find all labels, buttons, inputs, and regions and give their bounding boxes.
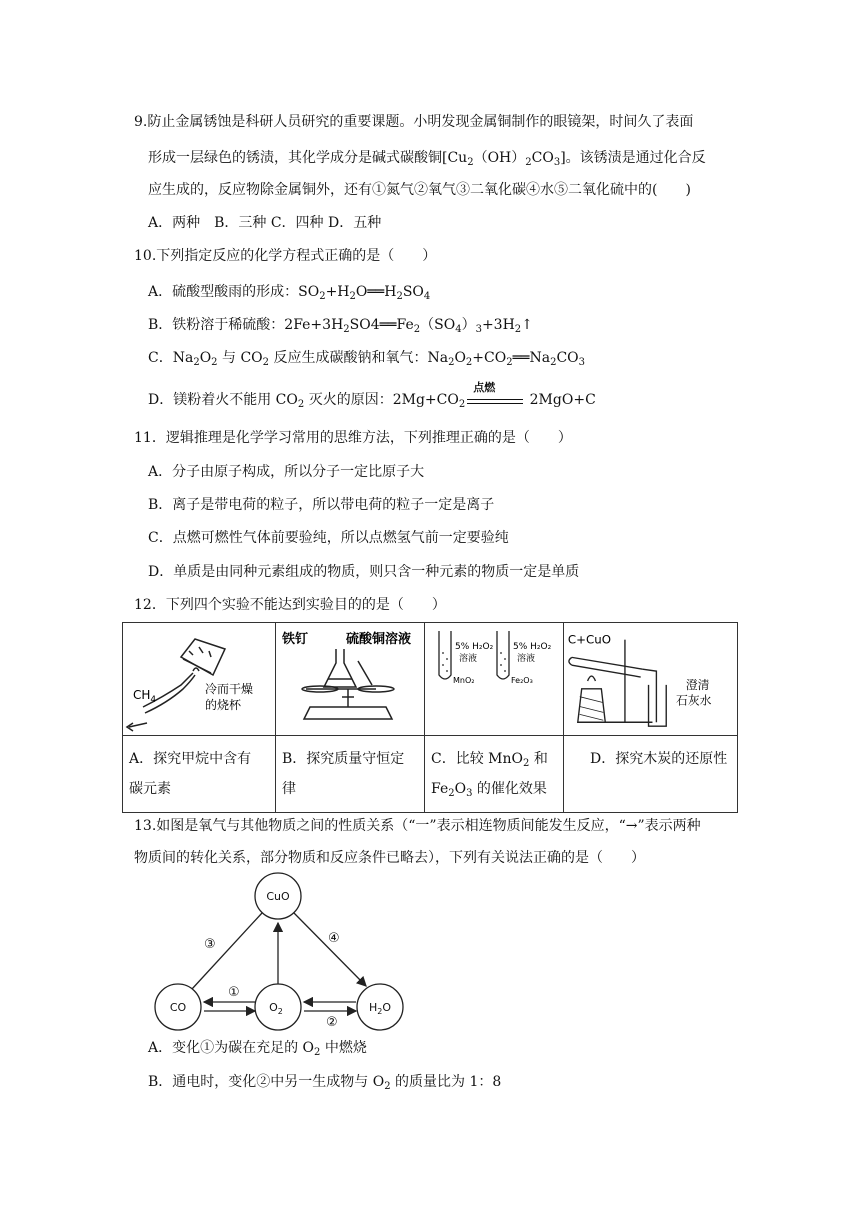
q9-options: A．两种 B．三种 C．四种 D．五种 bbox=[148, 215, 382, 231]
caption-b: B．探究质量守恒定 律 bbox=[276, 736, 425, 813]
q9-line-3: 应生成的，反应物除金属铜外，还有①氮气②氧气③二氧化碳④水⑤二氧化硫中的( ) bbox=[148, 182, 691, 198]
svg-text:硫酸铜溶液: 硫酸铜溶液 bbox=[346, 632, 412, 647]
svg-text:③: ③ bbox=[204, 937, 216, 952]
svg-text:①: ① bbox=[228, 985, 240, 1000]
q13-line-2: 物质间的转化关系，部分物质和反应条件已略去），下列有关说法正确的是（ ） bbox=[134, 850, 645, 866]
q11-option-a: A．分子由原子构成，所以分子一定比原子大 bbox=[148, 464, 425, 480]
svg-text:CuO: CuO bbox=[266, 890, 290, 903]
svg-text:5% H₂O₂: 5% H₂O₂ bbox=[513, 642, 552, 652]
figure-test-tubes bbox=[425, 623, 564, 736]
figure-balance bbox=[276, 623, 425, 736]
q11-option-b: B．离子是带电荷的粒子，所以带电荷的粒子一定是离子 bbox=[148, 497, 495, 513]
q9-line-2: 形成一层绿色的锈渍，其化学成分是碱式碳酸铜$[Cu_2(OH)_2CO_3]$。该锈渍是通过化合反 bbox=[148, 150, 706, 168]
q11-stem: 11．逻辑推理是化学学习常用的思维方法，下列推理正确的是（ ） bbox=[134, 430, 572, 446]
q12-stem: 12．下列四个实验不能达到实验目的的是（ ） bbox=[134, 597, 446, 613]
svg-text:的烧杯: 的烧杯 bbox=[205, 698, 242, 712]
svg-text:CH4: $CH_4$ bbox=[133, 688, 157, 705]
svg-text:MnO₂: MnO₂ bbox=[453, 676, 475, 685]
svg-text:石灰水: 石灰水 bbox=[676, 693, 712, 708]
svg-text:铁钉: 铁钉 bbox=[282, 632, 309, 647]
svg-text:5% H₂O₂: 5% H₂O₂ bbox=[455, 642, 494, 652]
q13-line-1: 13.如图是氧气与其他物质之间的性质关系（“一”表示相连物质间能发生反应，“→”表示两种 bbox=[134, 818, 701, 834]
q9-line-1: 9.防止金属锈蚀是科研人员研究的重要课题。小明发现金属铜制作的眼镜架，时间久了表面 bbox=[134, 114, 694, 130]
svg-text:CO: CO bbox=[169, 1001, 187, 1014]
svg-text:溶液: 溶液 bbox=[459, 654, 478, 664]
q13-option-a: A．变化①为碳在充足的 $O_2$ 中燃烧 bbox=[148, 1040, 367, 1058]
q11-option-c: C．点燃可燃性气体前要验纯，所以点燃氢气前一定要验纯 bbox=[148, 530, 509, 546]
svg-text:溶液: 溶液 bbox=[517, 654, 536, 664]
ignite-equals-sign: 点燃 bbox=[465, 390, 525, 410]
caption-c: C．比较 MnO$_2$ 和 $Fe_2O_3$ 的催化效果 bbox=[425, 736, 564, 813]
svg-text:②: ② bbox=[326, 1015, 338, 1030]
caption-a: A．探究甲烷中含有 碳元素 bbox=[123, 736, 276, 813]
q10-option-b: B．铁粉溶于稀硫酸：$2Fe+3H_2SO4══Fe_2(SO_4)_3+3H_2↑$ bbox=[148, 317, 533, 335]
relation-diagram bbox=[140, 868, 430, 1038]
q10-option-c: C．$Na_2O_2$ 与 $CO_2$ 反应生成碳酸钠和氧气：$Na_2O_2+CO_2══Na_2CO_3$ bbox=[148, 350, 586, 368]
figure-carbon-reduction bbox=[564, 623, 738, 736]
svg-text:H2O: $H_2O$ bbox=[368, 1001, 392, 1016]
svg-text:C+CuO: C+CuO bbox=[567, 632, 612, 647]
figure-methane-beaker bbox=[123, 623, 276, 736]
caption-d: D．探究木炭的还原性 bbox=[564, 736, 738, 813]
svg-text:④: ④ bbox=[328, 931, 340, 946]
q10-stem: 10.下列指定反应的化学方程式正确的是（ ） bbox=[134, 248, 437, 264]
experiment-table bbox=[122, 622, 738, 813]
q11-option-d: D．单质是由同种元素组成的物质，则只含一种元素的物质一定是单质 bbox=[148, 564, 580, 580]
q13-option-b: B．通电时，变化②中另一生成物与 $O_2$ 的质量比为 1：8 bbox=[148, 1074, 502, 1092]
svg-text:Fe₂O₃: Fe₂O₃ bbox=[511, 676, 533, 685]
svg-text:冷而干燥: 冷而干燥 bbox=[205, 682, 254, 696]
q10-option-a: A．硫酸型酸雨的形成：$SO_2+H_2O══H_2SO_4$ bbox=[148, 284, 431, 302]
svg-text:澄清: 澄清 bbox=[685, 677, 710, 692]
svg-text:O2: $O_2$ bbox=[269, 1001, 283, 1016]
q10-option-d: D．镁粉着火不能用 $CO_2$ 灭火的原因：$2Mg+CO_2$ 点燃 2MgO+C bbox=[148, 381, 596, 410]
